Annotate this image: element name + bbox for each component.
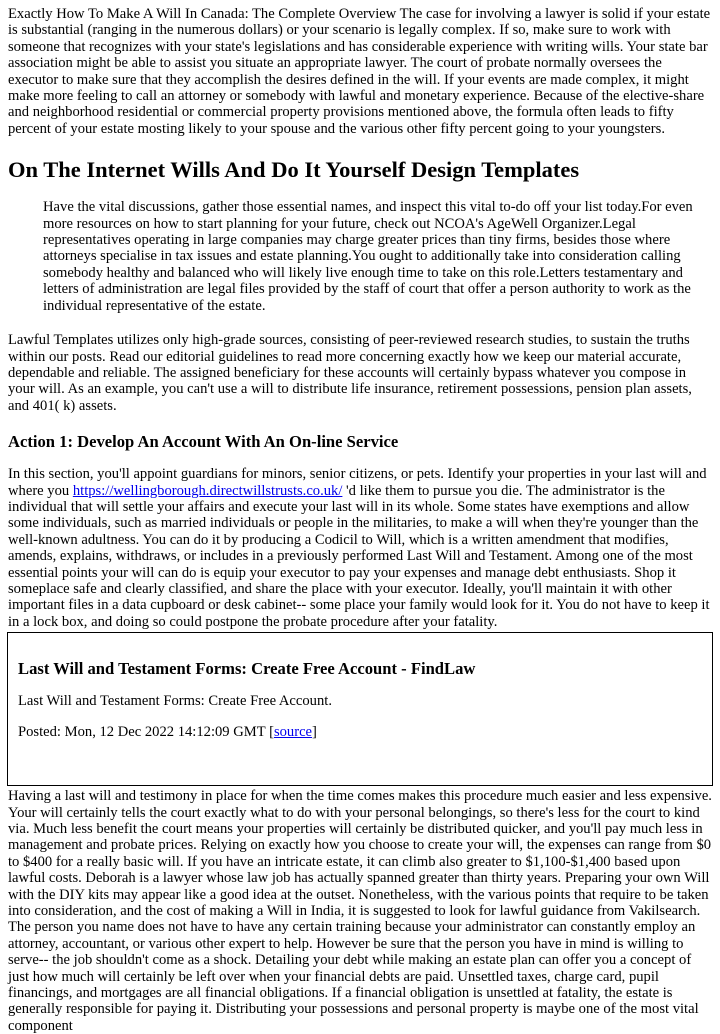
action-text-before-link: In this section, you'll appoint guardians for minors, senior citizens, or pets. Identify your properties in your last will and where you — [8, 466, 707, 499]
closing-paragraph: Having a last will and testimony in place for when the time comes makes this procedure much easier and less expensive. Your will certainly tells the court exactly what to do with your personal belongings, so there's less for the court to kind via. Much less benefit the court means your properties will certainly be distributed quicker, and you'll pay much less in management and probate prices. Relying on exactly how you choose to create your will, the expenses can range from $0 to $400 for a really basic will. If you have an intricate estate, it can climb also greater to $1,100-$1,400 based upon lawful costs. Deborah is a lawyer whose law job has actually spanned greater than thirty years. Preparing your own Will with the DIY kits may appear like a good idea at the outset. Nonetheless, with the various points that require to be taken into consideration, and the cost of making a Will in India, it is suggested to look for lawful guidance from Vakilsearch. The person you name does not have to have any certain training because your administrator can constantly employ an attorney, accountant, or various other expert to help. However be sure that the person you have in mind is willing to serve-- the job shouldn't come as a shock. Detailing your debt while making an estate plan can offer you a concept of just how much will certainly be left over when your financial debts are paid. Unsettled taxes, charge card, pupil financings, and mortgages are all financial obligations. If a financial obligation is unsettled at fatality, the estate is generally responsible for paying it. Distributing your possessions and personal property is maybe one of the most vital component — [8, 788, 712, 1034]
heading-action-1: Action 1: Develop An Account With An On-line Service — [8, 432, 399, 452]
posted-bracket-close: ] — [312, 723, 317, 740]
news-card-posted — [18, 724, 702, 740]
news-card — [7, 632, 713, 786]
source-link[interactable]: source — [273, 723, 313, 740]
news-card-title: Last Will and Testament Forms: Create Free Account - FindLaw — [18, 659, 476, 679]
heading-online-wills: On The Internet Wills And Do It Yourself Design Templates — [8, 157, 580, 183]
blockquote-text: Have the vital discussions, gather those essential names, and inspect this vital to-do off your list today.For even more resources on how to start planning for your future, check out NCOA's AgeWell Organizer.Legal representatives operating in large companies may charge greater prices than tiny firms, besides those where attorneys specialise in tax issues and estate planning.You ought to additionally take into consideration calling somebody healthy and balanced who will likely live enough time to take on this role.Letters testamentary and letters of administration are legal files provided by the staff of court that offer a person authority to work as the individual representative of the estate. — [43, 199, 693, 314]
action-text-after-link: 'd like them to pursue you die. The administrator is the individual that will settle your affairs and execute your last will in its whole. Some states have exemptions and allow some individuals, such as married individuals or people in the militaries, to make a will when they're younger than the well-known adultness. You can do it by producing a Codicil to Will, which is a written amendment that modifies, amends, explains, withdraws, or includes in a previously performed Last Will and Testament. Among one of the most essential points your will can do is equip your executor to pay your expenses and manage debt enthusiasts. Shop it someplace safe and clearly classified, and share the place with your executor. Ideally, you'll maintain it with other important files in a data cupboard or desk cabinet-- some place your family would look for it. You do not have to keep it in a lock box, and doing so could postpone the probate procedure after your fatality. — [8, 482, 710, 630]
news-card-summary: Last Will and Testament Forms: Create Free Account. — [18, 693, 332, 710]
wills-trusts-link[interactable]: https://wellingborough.directwillstrusts.co.uk/ — [72, 482, 343, 499]
posted-date: Posted: Mon, 12 Dec 2022 14:12:09 GMT [ — [18, 723, 274, 740]
intro-paragraph: Exactly How To Make A Will In Canada: The Complete Overview The case for involving a lawyer is solid if your estate is substantial (ranging in the numerous dollars) or your scenario is legally complex. If so, make sure to work with someone that recognizes with your state's legislations and has considerable experience with writing wills. Your state bar association might be able to assist you situate an appropriate lawyer. The court of probate normally oversees the executor to make sure that they accomplish the desires defined in the will. If your events are made complex, it might make more feeling to call an attorney or somebody with lawful and monetary experience. Because of the elective-share and neighborhood residential or commercial property provisions mentioned above, the formula often leads to fifty percent of your estate mosting likely to your spouse and the various other fifty percent going to your youngsters. — [8, 6, 711, 137]
action-paragraph — [8, 466, 712, 630]
blockquote — [43, 199, 712, 314]
templates-paragraph: Lawful Templates utilizes only high-grade sources, consisting of peer-reviewed research studies, to sustain the truths within our posts. Read our editorial guidelines to read more concerning exactly how we keep our material accurate, dependable and reliable. The assigned beneficiary for these accounts will certainly bypass whatever you compose in your will. As an example, you can't use a will to distribute life insurance, retirement possessions, pension plan assets, and 401( k) assets. — [8, 332, 692, 414]
